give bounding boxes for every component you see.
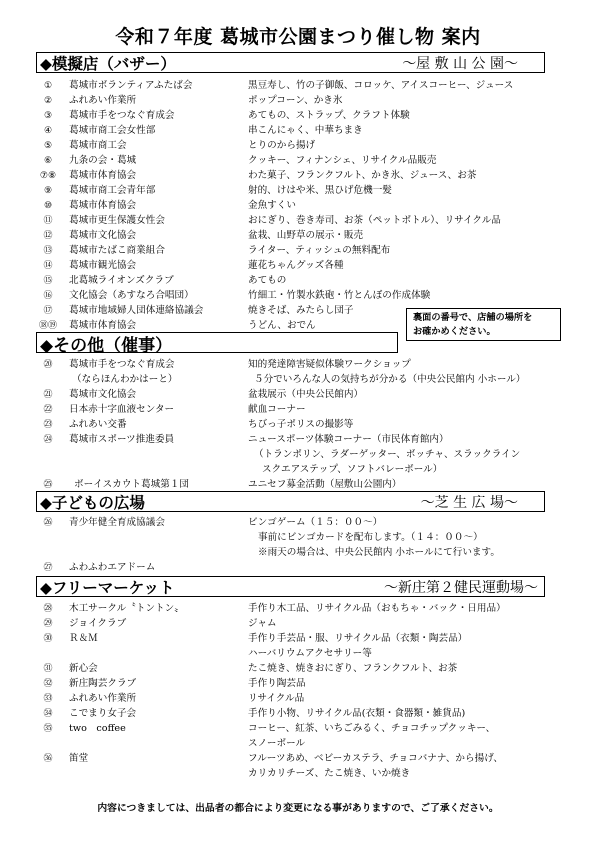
item-number: ㉒ xyxy=(43,405,53,415)
note-line: お確かめください。 xyxy=(413,326,496,337)
offering: 黒豆寿し、竹の子御飯、コロッケ、アイスコーヒー、ジュース xyxy=(248,80,514,91)
organizer: ふれあい交番 xyxy=(69,419,127,430)
section-venue: ～屋 敷 山 公 園～ xyxy=(402,56,518,72)
item-number: ㉕ xyxy=(43,480,53,490)
organizer: 葛城市商工会 xyxy=(69,140,127,151)
list-item xyxy=(36,184,556,198)
list-item xyxy=(36,418,556,432)
item-number: ㉔ xyxy=(43,435,53,445)
organizer: 葛城市体育協会 xyxy=(69,320,137,331)
item-number: ⑰ xyxy=(43,306,53,316)
item-number: ㉙ xyxy=(43,619,53,629)
offering: 手作り陶芸品 xyxy=(248,678,306,689)
list-item xyxy=(36,259,556,273)
organizer: 日本赤十字血液センター xyxy=(69,404,175,415)
list-item xyxy=(36,433,556,447)
organizer: 葛城市手をつなぐ育成会 xyxy=(69,110,175,121)
offering: ポップコーン、かき氷 xyxy=(248,95,343,106)
offering: 竹細工・竹製水鉄砲・竹とんぼの作成体験 xyxy=(248,290,431,301)
offering: ちびっ子ポリスの撮影等 xyxy=(248,419,354,430)
offering: あてもの、ストラップ、クラフト体験 xyxy=(248,110,410,121)
footer-notice: 内容につきましては、出品者の都合により変更になる事がありますので、ご了承ください。 xyxy=(97,803,499,814)
item-number: ⑭ xyxy=(43,261,53,271)
organizer: 葛城市商工会青年部 xyxy=(69,185,156,196)
offering: とりのから揚げ xyxy=(248,140,316,151)
organizer: 文化協会（あすなろ合唱団） xyxy=(69,290,194,301)
item-number: ㉟ xyxy=(43,724,53,734)
item-number: ⑱⑲ xyxy=(38,321,57,331)
section-title: ◆その他（催事） xyxy=(40,336,173,356)
organizer: 葛城市体育協会 xyxy=(69,200,137,211)
list-item xyxy=(36,707,556,721)
map-note-box xyxy=(406,308,561,341)
organizer: 葛城市文化協会 xyxy=(69,230,137,241)
organizer: 葛城市体育協会 xyxy=(69,170,137,181)
item-number: ⑩ xyxy=(43,201,53,211)
item-number: ㊱ xyxy=(43,754,53,764)
item-number: ⑳ xyxy=(43,360,53,370)
item-number: ㉛ xyxy=(43,664,53,674)
organizer: 葛城市たばこ商業組合 xyxy=(69,245,165,256)
organizer: ボーイスカウト葛城第１団 xyxy=(74,479,190,490)
organizer: ふわふわエアドーム xyxy=(69,562,156,573)
list-item xyxy=(36,561,556,575)
list-item xyxy=(36,463,556,477)
item-number: ㉝ xyxy=(43,694,53,704)
item-number: ⑫ xyxy=(43,231,53,241)
item-number: ㉘ xyxy=(43,604,53,614)
list-item xyxy=(36,154,556,168)
offering: 献血コーナー xyxy=(248,404,306,415)
list-item xyxy=(36,214,556,228)
item-number: ③ xyxy=(43,111,53,121)
offering: 金魚すくい xyxy=(248,200,296,211)
section-venue: ～芝 生 広 場～ xyxy=(420,495,518,511)
note-line: 裏面の番号で、店舗の場所を xyxy=(413,312,533,323)
offering: ジャム xyxy=(248,618,277,629)
list-item xyxy=(36,602,556,616)
list-item xyxy=(36,169,556,183)
list-item xyxy=(36,767,556,781)
offering: あてもの xyxy=(248,275,287,286)
section-title: ◆フリーマーケット xyxy=(40,578,175,597)
offering: 事前にビンゴカードを配布します。（１４：００～） xyxy=(258,532,483,543)
list-item xyxy=(36,373,556,387)
organizer: 新庄陶芸クラブ xyxy=(69,678,137,689)
offering: たこ焼き、焼きおにぎり、フランクフルト、お茶 xyxy=(248,663,458,674)
list-item xyxy=(36,478,556,492)
offering: 手作り手芸品・服、リサイクル品（衣類・陶芸品） xyxy=(248,633,468,644)
section-header-events xyxy=(36,332,398,356)
list-item xyxy=(36,199,556,213)
list-item xyxy=(36,388,556,402)
list-item xyxy=(36,124,556,138)
offering: 蓮花ちゃんグッズ各種 xyxy=(248,260,344,271)
item-number: ① xyxy=(43,81,53,91)
offering: クッキー、フィナンシェ、リサイクル品販売 xyxy=(248,155,437,166)
list-item xyxy=(36,546,556,560)
organizer: 木工サークル〝トントン〟 xyxy=(69,603,184,614)
item-number: ⑦⑧ xyxy=(39,171,57,181)
offering: ユニセフ募金活動（屋敷山公園内） xyxy=(248,479,402,490)
list-item xyxy=(36,632,556,646)
section-header-kids-plaza xyxy=(36,491,545,512)
section-header-bazaar xyxy=(36,52,545,73)
page-title: 令和７年度 葛城市公園まつり催し物 案内 xyxy=(115,26,481,48)
item-number: ㉓ xyxy=(43,420,53,430)
organizer: ふれあい作業所 xyxy=(69,693,137,704)
list-item xyxy=(36,677,556,691)
offering: スノーボール xyxy=(248,738,306,749)
organizer: 笛堂 xyxy=(69,753,89,764)
list-item xyxy=(36,722,556,736)
list-item xyxy=(36,448,556,462)
item-number: ⑨ xyxy=(43,186,53,196)
list-item xyxy=(36,94,556,108)
organizer: 葛城市文化協会 xyxy=(69,389,137,400)
organizer: ジョイクラブ xyxy=(69,618,127,629)
section-title: ◆模擬店（バザー） xyxy=(40,54,176,73)
organizer: Ｒ＆Ｍ xyxy=(69,633,98,644)
list-item xyxy=(36,403,556,417)
list-item xyxy=(36,662,556,676)
list-item xyxy=(36,752,556,766)
list-item xyxy=(36,229,556,243)
organizer: 葛城市手をつなぐ育成会 xyxy=(69,359,175,370)
organizer: 新心会 xyxy=(69,663,98,674)
item-number: ⑤ xyxy=(43,141,53,151)
item-number: ⑮ xyxy=(43,276,53,286)
section-header-flea-market xyxy=(36,576,545,597)
offering: わた菓子、フランクフルト、かき氷、ジュース、お茶 xyxy=(248,170,477,181)
offering: 焼きそば、みたらし団子 xyxy=(248,305,354,316)
offering: ※雨天の場合は、中央公民館内 小ホールにて行います。 xyxy=(258,547,500,558)
offering: コーヒー、紅茶、いちごみるく、チョコチップクッキー、 xyxy=(248,723,496,734)
item-number: ⑯ xyxy=(43,291,53,301)
offering: カリカリチーズ、たこ焼き、いか焼き xyxy=(248,768,411,779)
organizer: 葛城市スポーツ推進委員 xyxy=(69,434,175,445)
organizer: 葛城市地域婦人団体連絡協議会 xyxy=(69,305,204,316)
item-number: ④ xyxy=(43,126,53,136)
item-number: ⑥ xyxy=(43,156,53,166)
offering: 射的、けはや米、黒ひげ危機一髪 xyxy=(248,185,392,196)
offering: フルーツあめ、ベビーカステラ、チョコバナナ、から揚げ、 xyxy=(248,753,503,764)
section-venue: ～新庄第２健民運動場～ xyxy=(384,580,538,596)
list-item xyxy=(36,617,556,631)
offering: 手作り木工品、リサイクル品（おもちゃ・バック・日用品） xyxy=(248,603,506,614)
list-item xyxy=(36,647,556,661)
organizer: 青少年健全育成協議会 xyxy=(69,517,165,528)
offering: ニュースポーツ体験コーナー（市民体育館内） xyxy=(248,434,449,445)
list-item xyxy=(36,737,556,751)
list-item xyxy=(36,274,556,288)
list-item xyxy=(36,244,556,258)
organizer: two coffee xyxy=(69,723,126,734)
list-item xyxy=(36,139,556,153)
item-number: ⑪ xyxy=(43,216,53,226)
item-number: ㉑ xyxy=(43,390,53,400)
item-number: ⑬ xyxy=(43,246,53,256)
offering: 盆栽展示（中央公民館内） xyxy=(248,389,364,400)
organizer: ふれあい作業所 xyxy=(69,95,137,106)
item-number: ㉚ xyxy=(43,634,53,644)
item-number: ② xyxy=(43,96,53,106)
organizer: 葛城市ボランティアふたば会 xyxy=(69,80,193,91)
list-item xyxy=(36,692,556,706)
organizer: 北葛城ライオンズクラブ xyxy=(69,275,174,286)
offering: ５分でいろんな人の気持ちが分かる（中央公民館内 小ホール） xyxy=(254,374,526,385)
list-item xyxy=(36,531,556,545)
item-number: ㉞ xyxy=(43,709,53,719)
offering: ハーバリウムアクセサリー等 xyxy=(248,648,372,659)
list-item xyxy=(36,289,556,303)
offering: ビンゴゲーム（１５：００～） xyxy=(248,517,383,528)
list-item xyxy=(36,109,556,123)
organizer: 葛城市商工会女性部 xyxy=(69,125,156,136)
offering: 盆栽、山野草の展示・販売 xyxy=(248,230,364,241)
offering: ライター、ティッシュの無料配布 xyxy=(248,245,391,256)
organizer: 九条の会・葛城 xyxy=(69,155,137,166)
list-item xyxy=(36,79,556,93)
item-number: ㉗ xyxy=(43,563,53,573)
item-number: ㉜ xyxy=(43,679,53,689)
list-item xyxy=(36,516,556,530)
offering: 串こんにゃく、中華ちまき xyxy=(248,125,363,136)
offering: うどん、おでん xyxy=(248,320,316,331)
organizer: （ならほんわかはーと） xyxy=(72,374,178,385)
organizer: 葛城市更生保護女性会 xyxy=(69,215,165,226)
list-item xyxy=(36,358,556,372)
item-number: ㉖ xyxy=(43,518,53,528)
offering: スクエアステップ、ソフトバレーボール） xyxy=(262,464,443,475)
section-title: ◆子どもの広場 xyxy=(40,493,145,512)
offering: 手作り小物、リサイクル品(衣類・食器類・雑貨品) xyxy=(248,708,466,719)
offering: おにぎり、巻き寿司、お茶（ペットボトル）、リサイクル品 xyxy=(248,215,501,226)
offering: 知的発達障害疑似体験ワークショップ xyxy=(248,359,411,370)
organizer: こでまり女子会 xyxy=(69,708,137,719)
offering: リサイクル品 xyxy=(248,693,305,704)
offering: （トランポリン、ラダーゲッター、ボッチャ、スラックライン xyxy=(254,449,521,460)
organizer: 葛城市観光協会 xyxy=(69,260,137,271)
